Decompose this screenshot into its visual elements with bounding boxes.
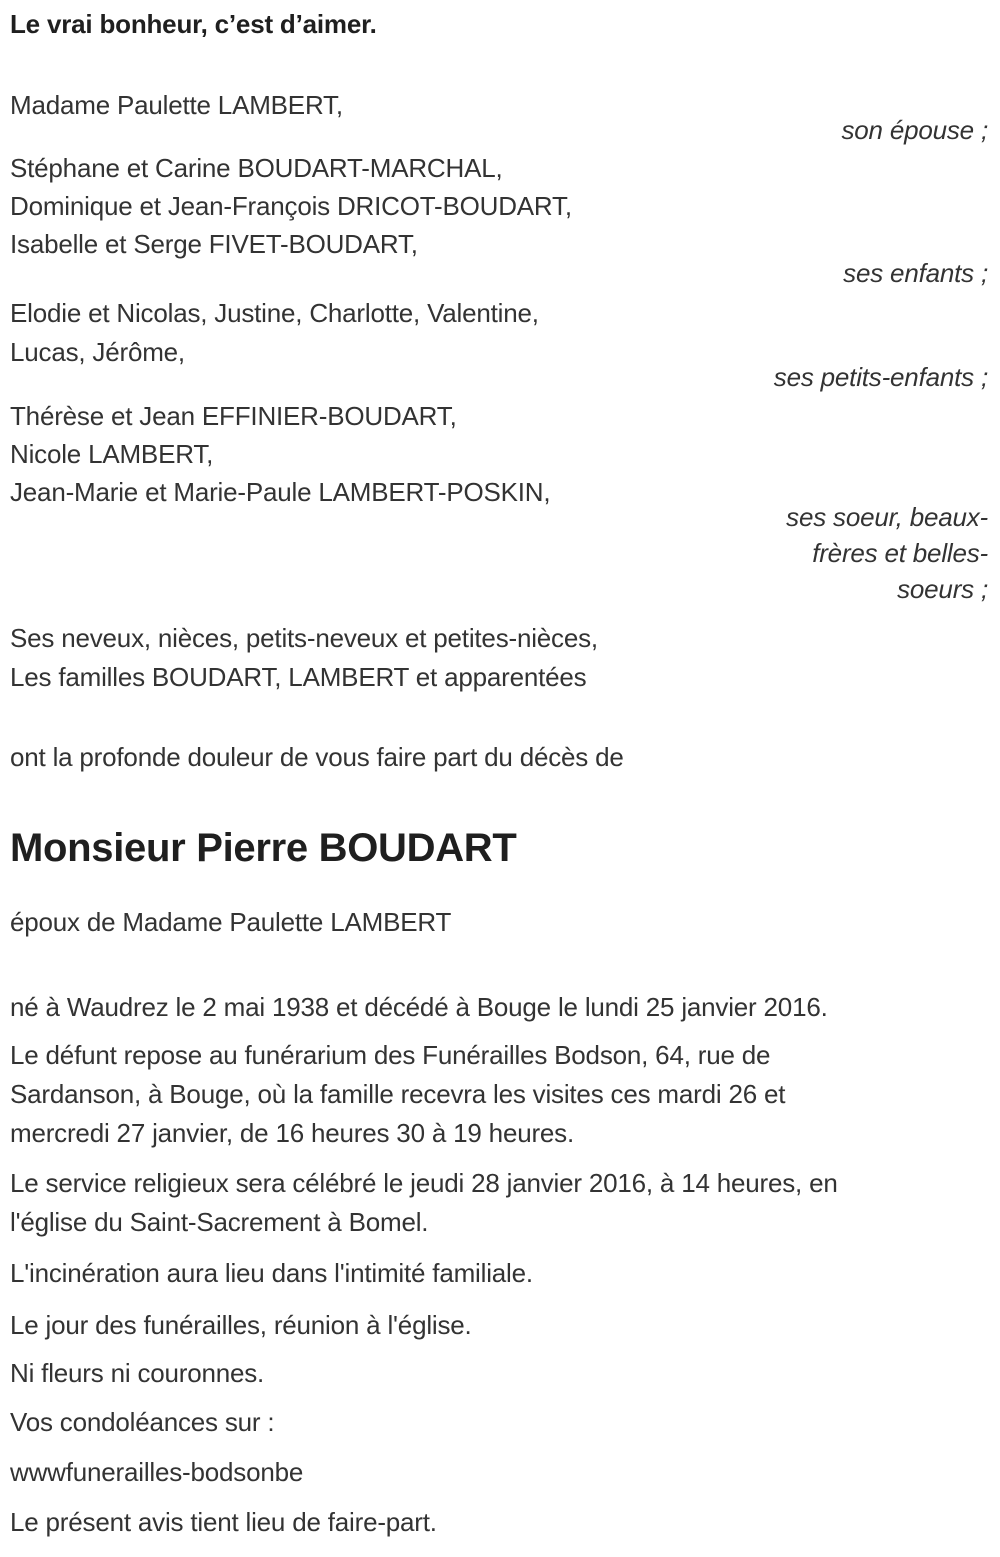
relation-label-inlaws	[10, 499, 988, 607]
condolences-line: Vos condoléances sur :	[10, 1407, 275, 1437]
reunion-line: Le jour des funérailles, réunion à l'église.	[10, 1310, 472, 1340]
spouse-line: époux de Madame Paulette LAMBERT	[10, 907, 452, 937]
flowers-line: Ni fleurs ni couronnes.	[10, 1358, 265, 1388]
family-name-line: Lucas, Jérôme,	[10, 337, 185, 367]
repose-paragraph	[10, 1036, 988, 1153]
relation-label-line: frères et belles-	[812, 538, 988, 568]
relation-label-line: ses soeur, beaux-	[786, 502, 988, 532]
family-group-extended	[10, 619, 988, 697]
family-group-children	[10, 149, 988, 263]
birth-death-line: né à Waudrez le 2 mai 1938 et décédé à Bouge le lundi 25 janvier 2016.	[10, 992, 828, 1022]
family-name-line: Thérèse et Jean EFFINIER-BOUDART,	[10, 401, 457, 431]
family-name-line: Dominique et Jean-François DRICOT-BOUDART,	[10, 191, 572, 221]
family-name-line: Jean-Marie et Marie-Paule LAMBERT-POSKIN,	[10, 477, 551, 507]
family-name-line: Les familles BOUDART, LAMBERT et apparentées	[10, 662, 587, 692]
family-name-line: Stéphane et Carine BOUDART-MARCHAL,	[10, 153, 503, 183]
epitaph-quote: Le vrai bonheur, c’est d’aimer.	[10, 9, 377, 39]
repose-line: Le défunt repose au funérarium des Funérailles Bodson, 64, rue de	[10, 1040, 771, 1070]
family-name-line: Isabelle et Serge FIVET-BOUDART,	[10, 229, 418, 259]
website-line: wwwfunerailles-bodsonbe	[10, 1457, 304, 1487]
relation-label-spouse: son épouse ;	[841, 115, 988, 145]
service-line: Le service religieux sera célébré le jeudi 28 janvier 2016, à 14 heures, en	[10, 1168, 838, 1198]
announcement-line: ont la profonde douleur de vous faire part du décès de	[10, 742, 624, 772]
family-name-line: Elodie et Nicolas, Justine, Charlotte, Valentine,	[10, 298, 539, 328]
relation-label-line: soeurs ;	[897, 574, 988, 604]
deceased-name: Monsieur Pierre BOUDART	[10, 826, 517, 870]
family-name-line: Madame Paulette LAMBERT,	[10, 90, 343, 120]
service-paragraph	[10, 1164, 988, 1242]
family-name-line: Nicole LAMBERT,	[10, 439, 214, 469]
repose-line: Sardanson, à Bouge, où la famille recevra les visites ces mardi 26 et	[10, 1079, 786, 1109]
service-line: l'église du Saint-Sacrement à Bomel.	[10, 1207, 429, 1237]
repose-line: mercredi 27 janvier, de 16 heures 30 à 19 heures.	[10, 1118, 575, 1148]
family-name-line: Ses neveux, nièces, petits-neveux et petites-nièces,	[10, 623, 598, 653]
family-group-inlaws	[10, 397, 988, 511]
relation-label-children: ses enfants ;	[843, 258, 988, 288]
cremation-line: L'incinération aura lieu dans l'intimité familiale.	[10, 1258, 533, 1288]
relation-label-grandchildren: ses petits-enfants ;	[773, 362, 988, 392]
notice-line: Le présent avis tient lieu de faire-part.	[10, 1507, 437, 1537]
